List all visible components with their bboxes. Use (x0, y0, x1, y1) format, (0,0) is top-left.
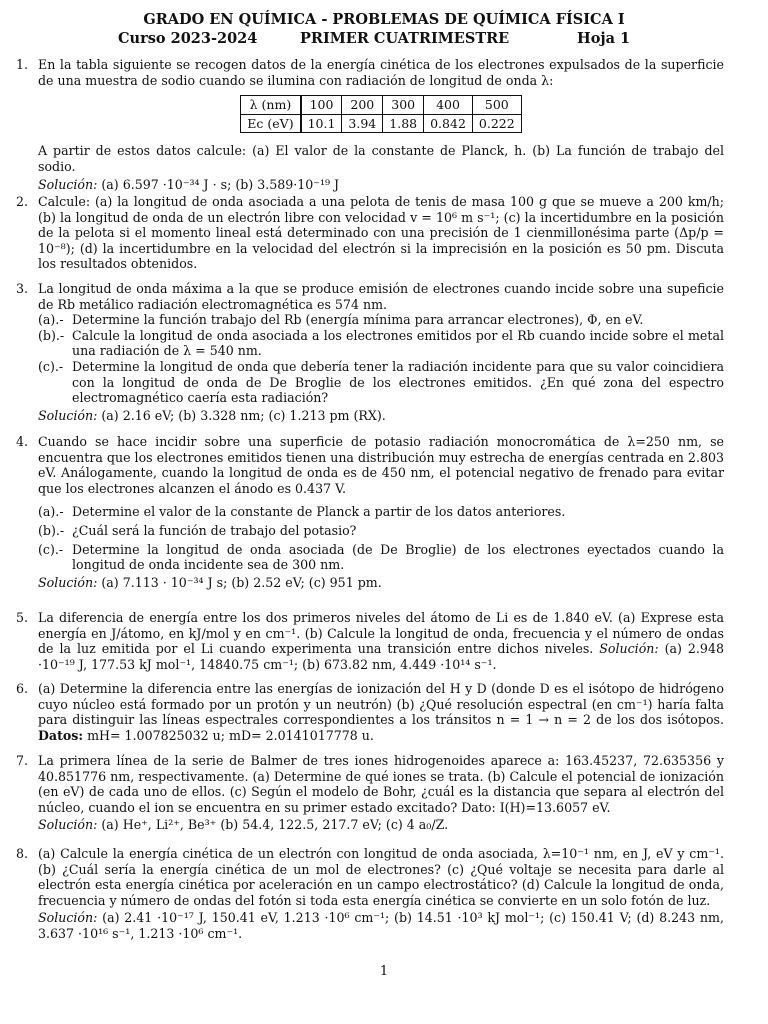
problem-number: 8. (16, 846, 29, 861)
solution-label: Solución: (38, 910, 98, 926)
problem-5 (16, 610, 724, 672)
problem-text: La diferencia de energía entre los dos primeros niveles del átomo de Li es de 1.840 eV. (a) Exprese esta energía en J/átomo, en kJ/mol y en cm⁻¹. (b) Calcule la longitud de onda, frecuencia y el número de ondas de la luz emitida por el Li cuando experimenta una transición entre dichos niveles. Solución: (a) 2.948 ·10⁻¹⁹ J, 177.53 kJ mol⁻¹, 14840.75 cm⁻¹; (b) 673.82 nm, 4.449 ·10¹⁴ s⁻¹. (38, 610, 724, 672)
sub-item-label: (c).- (38, 358, 64, 374)
problem-text: (a) Determine la diferencia entre las energías de ionización del H y D (donde D es el isótopo de hidrógeno cuyo núcleo está formado por un protón y un neutrón) (b) ¿Qué resolución espectral (en cm⁻¹) haría falta para distinguir las líneas espectrales correspondientes a los tránsitos n = 1 → n = 2 de los dos isótopos. Datos: mH= 1.007825032 u; mD= 2.0141017778 u. (38, 681, 724, 743)
problem-7 (16, 753, 724, 833)
data-text: mH= 1.007825032 u; mD= 2.0141017778 u. (87, 727, 374, 743)
table-cell: 3.94 (342, 114, 383, 133)
problem-6 (16, 681, 724, 743)
sub-item-label: (b).- (38, 327, 65, 343)
solution (38, 177, 724, 193)
solution-text: (a) 2.948 ·10⁻¹⁹ J, 177.53 kJ mol⁻¹, 14840.75 cm⁻¹; (b) 673.82 nm, 4.449 ·10¹⁴ s⁻¹. (38, 641, 724, 672)
solution (38, 575, 724, 591)
sub-item-label: (c).- (38, 541, 64, 557)
sub-item-text: Determine la longitud de onda que debería tener la radiación incidente para que su valor coincidiera con la longitud de onda de De Broglie de los electrones emitidos. ¿En qué zona del espectro electromagnético caería esta radiación? (72, 358, 724, 406)
table-row (241, 96, 521, 115)
sub-item-text: Calcule la longitud de onda asociada a los electrones emitidos por el Rb cuando incide sobre el metal una radiación de λ = 540 nm. (72, 327, 724, 359)
solution-text: (a) 2.16 eV; (b) 3.328 nm; (c) 1.213 pm (RX). (101, 407, 386, 423)
problem-question: A partir de estos datos calcule: (a) El valor de la constante de Planck, h. (b) La función de trabajo del sodio. (38, 143, 724, 174)
solution-text: (a) 6.597 ·10⁻³⁴ J · s; (b) 3.589·10⁻¹⁹ J (101, 176, 340, 192)
solution-text: (a) 2.41 ·10⁻¹⁷ J, 150.41 eV, 1.213 ·10⁶ cm⁻¹; (b) 14.51 ·10³ kJ mol⁻¹; (c) 150.41 V; (d) 8.243 nm, 3.637 ·10¹⁶ s⁻¹, 1.213 ·10⁶ cm⁻¹. (38, 910, 724, 941)
problem-4 (16, 434, 724, 590)
sub-item (38, 312, 724, 328)
problem-number: 6. (16, 681, 29, 696)
sub-item-text: ¿Cuál será la función de trabajo del potasio? (72, 522, 357, 538)
document-title: GRADO EN QUÍMICA - PROBLEMAS DE QUÍMICA FÍSICA I (143, 11, 625, 28)
problem-text: La longitud de onda máxima a la que se produce emisión de electrones cuando incide sobre una supeficie de Rb metálico radiación electromagnética es 574 nm. (38, 281, 724, 312)
document-subheader (0, 30, 768, 48)
problem-number: 7. (16, 753, 29, 768)
problem-number: 5. (16, 610, 29, 625)
table-cell: 400 (424, 96, 473, 115)
solution-label: Solución: (38, 817, 98, 833)
solution-label: Solución: (38, 407, 98, 423)
data-label: Datos: (38, 727, 84, 743)
problem-text: (a) Calcule la energía cinética de un electrón con longitud de onda asociada, λ=10⁻¹ nm, en J, eV y cm⁻¹. (b) ¿Cuál sería la energía cinética de un mol de electrones? (c) ¿Qué voltaje se necesita para darle al electrón esta energía cinética por aceleración en un campo electrostático? (d) Calcule la longitud de onda, frecuencia y número de ondas del fotón si toda esta energía cinética se convierte en un solo fotón de luz. (38, 846, 724, 908)
sub-item-text: Determine la función trabajo del Rb (energía mínima para arrancar electrones), Φ, en eV. (72, 312, 644, 328)
problem-number: 1. (16, 57, 29, 72)
sub-item (38, 328, 724, 359)
problem-number: 3. (16, 281, 29, 296)
term-label: PRIMER CUATRIMESTRE (300, 30, 510, 47)
problem-text: En la tabla siguiente se recogen datos de la energía cinética de los electrones expulsados de la superficie de una muestra de sodio cuando se ilumina con radiación de longitud de onda λ: (38, 57, 724, 88)
solution-label: Solución: (38, 574, 98, 590)
solution-label: Solución: (599, 641, 659, 657)
solution-text: (a) He⁺, Li²⁺, Be³⁺ (b) 54.4, 122.5, 217.7 eV; (c) 4 a₀/Z. (101, 817, 449, 833)
sub-item-text: Determine el valor de la constante de Planck a partir de los datos anteriores. (72, 504, 566, 520)
table-header-cell: λ (nm) (241, 96, 301, 115)
problem-number: 2. (16, 194, 29, 209)
sub-item (38, 542, 724, 573)
problem-number: 4. (16, 434, 29, 449)
page-number: 1 (379, 964, 389, 979)
data-table (240, 95, 521, 133)
problem-2 (16, 194, 724, 272)
problem-3 (16, 281, 724, 423)
sheet-label: Hoja 1 (577, 30, 631, 47)
solution (38, 408, 724, 424)
table-cell: 0.222 (472, 114, 521, 133)
sub-item (38, 504, 724, 520)
sub-item (38, 359, 724, 406)
sub-item-label: (a).- (38, 312, 64, 328)
sub-item-label: (a).- (38, 504, 64, 520)
sub-item-text: Determine la longitud de onda asociada (de De Broglie) de los electrones eyectados cuando la longitud de onda incidente sea de 300 nm. (72, 541, 724, 573)
problem-8 (16, 846, 724, 942)
table-cell: 100 (301, 96, 342, 115)
table-cell: 10.1 (301, 114, 342, 133)
table-cell: 500 (472, 96, 521, 115)
sub-item (38, 523, 724, 539)
solution-label: Solución: (38, 176, 98, 192)
problem-text: La primera línea de la serie de Balmer de tres iones hidrogenoides aparece a: 163.45237, 72.635356 y 40.851776 nm, respectivamente. (a) Determine de qué iones se trata. (b) Calcule el potencial de ionización (en eV) de cada uno de ellos. (c) Según el modelo de Bohr, ¿cuál es la distancia que separa al electrón del núcleo, cuando el ion se encuentra en su primer estado excitado? Dato: I(H)=13.6057 eV. (38, 753, 724, 815)
problem-text: Cuando se hace incidir sobre una superficie de potasio radiación monocromática de λ=250 nm, se encuentra que los electrones emitidos tienen una distribución muy estrecha de energías centrada en 2.803 eV. Análogamente, cuando la longitud de onda es de 450 nm, el potencial negativo de frenado para evitar que los electrones alcanzen el ánodo es 0.437 V. (38, 434, 724, 496)
solution-text: (a) 7.113 · 10⁻³⁴ J s; (b) 2.52 eV; (c) 951 pm. (101, 574, 382, 590)
solution (38, 817, 724, 833)
problem-1 (16, 57, 724, 192)
table-header-cell: Ec (eV) (241, 114, 301, 133)
problem-text: Calcule: (a) la longitud de onda asociada a una pelota de tenis de masa 100 g que se mueve a 200 km/h; (b) la longitud de onda de un electrón libre con velocidad v = 10⁶ m s⁻¹; (c) la incertidumbre en la posición de la pelota si el momento lineal está determinado con una precisión de 1 cienmillonésima parte (Δp/p = 10⁻⁸); (d) la incertidumbre en la velocidad del electrón si la imprecisión en la posición es 50 pm. Discuta los resultados obtenidos. (38, 194, 724, 272)
table-cell: 0.842 (424, 114, 473, 133)
table-cell: 200 (342, 96, 383, 115)
table-cell: 1.88 (383, 114, 424, 133)
table-row (241, 114, 521, 133)
table-cell: 300 (383, 96, 424, 115)
solution (38, 910, 724, 941)
course-year: Curso 2023-2024 (118, 30, 258, 47)
sub-item-label: (b).- (38, 522, 65, 538)
